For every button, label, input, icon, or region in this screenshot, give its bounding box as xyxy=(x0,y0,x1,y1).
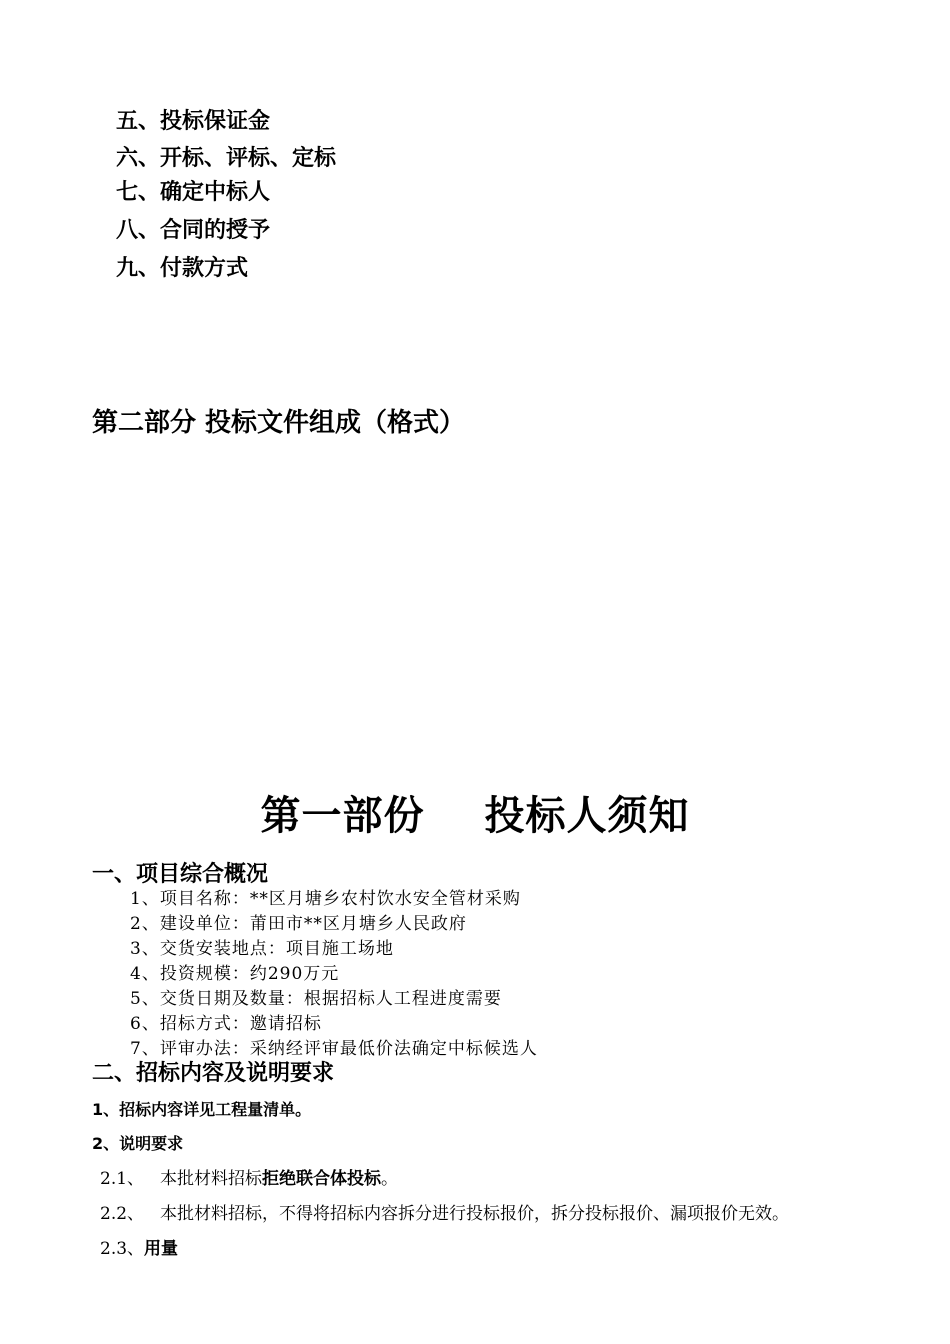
section2-sub1: 1、招标内容详见工程量清单。 xyxy=(92,1100,312,1119)
toc-item-payment: 九、付款方式 xyxy=(116,256,249,281)
part1-label: 第一部份 xyxy=(260,792,425,839)
overview-item: 4、投资规模：约290万元 xyxy=(130,964,340,984)
overview-item: 1、项目名称：**区月塘乡农村饮水安全管材采购 xyxy=(130,889,521,909)
toc-item-bid-opening: 六、开标、评标、定标 xyxy=(116,146,337,171)
overview-item: 3、交货安装地点：项目施工场地 xyxy=(130,939,394,959)
clause-text: 本批材料招标，不得将招标内容拆分进行投标报价，拆分投标报价、漏项报价无效。 xyxy=(160,1204,789,1224)
clause-2-2 xyxy=(100,1199,789,1224)
section2-heading: 二、招标内容及说明要求 xyxy=(92,1061,335,1086)
toc-item-contract: 八、合同的授予 xyxy=(116,218,271,243)
clause-end: 。 xyxy=(381,1169,398,1189)
section2-sub2: 2、说明要求 xyxy=(92,1134,184,1153)
part2-heading: 第二部分 投标文件组成（格式） xyxy=(92,408,466,438)
clause-2-3 xyxy=(100,1234,178,1259)
overview-item: 5、交货日期及数量：根据招标人工程进度需要 xyxy=(130,989,502,1009)
clause-number: 2.2、 xyxy=(100,1204,145,1224)
toc-item-winner: 七、确定中标人 xyxy=(116,180,271,205)
clause-emphasis: 拒绝联合体投标 xyxy=(262,1169,381,1189)
clause-text: 用量 xyxy=(144,1239,179,1259)
part1-name: 投标人须知 xyxy=(484,792,690,839)
clause-text: 本批材料招标 xyxy=(160,1169,262,1189)
toc-item-bid-bond: 五、投标保证金 xyxy=(116,109,271,134)
overview-item: 2、建设单位：莆田市**区月塘乡人民政府 xyxy=(130,914,467,934)
clause-number: 2.1、 xyxy=(100,1169,145,1189)
part1-title xyxy=(0,784,950,841)
overview-item: 7、评审办法：采纳经评审最低价法确定中标候选人 xyxy=(130,1039,538,1059)
overview-item: 6、招标方式：邀请招标 xyxy=(130,1014,322,1034)
clause-number: 2.3、 xyxy=(100,1239,145,1259)
clause-2-1 xyxy=(100,1164,398,1189)
section1-heading: 一、项目综合概况 xyxy=(92,862,269,887)
